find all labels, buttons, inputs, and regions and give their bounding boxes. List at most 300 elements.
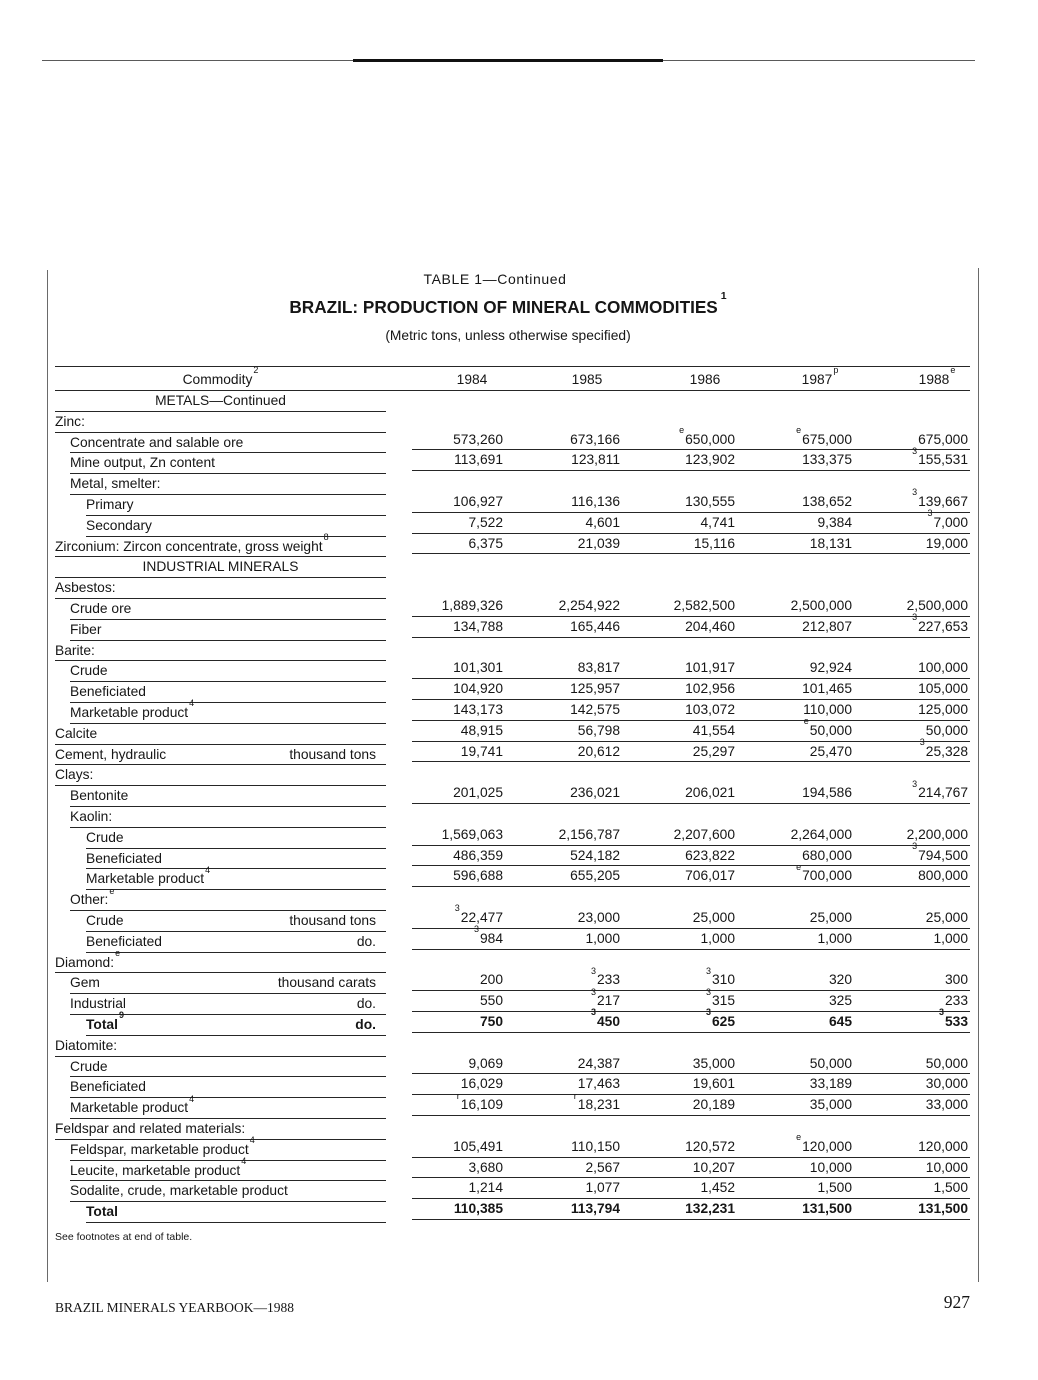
unit-label: do. bbox=[356, 933, 376, 949]
commodity-label: Diatomite: bbox=[55, 1037, 118, 1053]
value-number: 623,822 bbox=[685, 847, 735, 863]
commodity-cell bbox=[55, 948, 386, 974]
footnote-marker: e bbox=[796, 425, 802, 435]
value-number: 104,920 bbox=[453, 681, 503, 697]
value-number: 706,017 bbox=[685, 868, 735, 884]
value-number: 138,652 bbox=[802, 494, 852, 509]
value-number: 4,601 bbox=[585, 514, 620, 530]
value-number: 24,387 bbox=[577, 1055, 620, 1071]
value-cells bbox=[412, 1132, 970, 1158]
unit-label: thousand carats bbox=[277, 975, 376, 991]
value-number: 20,612 bbox=[577, 743, 620, 759]
footnote-marker: 3 bbox=[705, 986, 711, 997]
footnote-marker: 3 bbox=[938, 1007, 944, 1018]
value-number: 50,000 bbox=[809, 1055, 852, 1071]
value-1988 bbox=[868, 1137, 968, 1157]
footnote-marker: r bbox=[573, 1090, 577, 1101]
value-1988 bbox=[868, 737, 968, 762]
value-1985 bbox=[520, 679, 620, 699]
footnote-marker: 3 bbox=[927, 508, 933, 519]
table-title bbox=[208, 290, 808, 318]
value-number: 139,667 bbox=[918, 494, 968, 509]
commodity-label: Crude bbox=[70, 1058, 108, 1074]
value-1987 bbox=[752, 908, 852, 928]
value-1985 bbox=[520, 1178, 620, 1198]
value-number: 4,741 bbox=[700, 514, 735, 530]
value-cells bbox=[412, 596, 970, 617]
value-number: 204,460 bbox=[685, 618, 735, 634]
value-1986 bbox=[635, 965, 735, 990]
value-1984 bbox=[403, 783, 503, 803]
commodity-label: Primary bbox=[86, 497, 134, 512]
footnote-marker: p bbox=[833, 365, 839, 376]
commodity-cell bbox=[55, 765, 386, 786]
value-number: 155,531 bbox=[918, 452, 968, 468]
value-1987 bbox=[752, 1158, 852, 1178]
value-number: 110,150 bbox=[571, 1138, 620, 1154]
value-number: 194,586 bbox=[802, 785, 852, 801]
value-number: 123,811 bbox=[571, 452, 620, 468]
value-number: 10,207 bbox=[692, 1159, 735, 1175]
value-number: 25,470 bbox=[809, 743, 852, 759]
value-cells bbox=[412, 487, 970, 513]
value-1985 bbox=[520, 1158, 620, 1178]
value-1988 bbox=[868, 991, 968, 1011]
value-number: 486,359 bbox=[453, 847, 503, 863]
value-number: 120,000 bbox=[918, 1138, 968, 1154]
value-number: 1,500 bbox=[817, 1180, 852, 1196]
column-header-commodity bbox=[55, 365, 386, 391]
value-1984 bbox=[403, 825, 503, 845]
value-1985 bbox=[520, 965, 620, 990]
value-1985 bbox=[520, 700, 620, 720]
value-1987 bbox=[752, 991, 852, 1011]
value-number: 206,021 bbox=[685, 785, 735, 801]
value-number: 56,798 bbox=[577, 722, 620, 738]
value-1984 bbox=[403, 1199, 503, 1219]
column-header-1985 bbox=[547, 369, 627, 391]
section-title bbox=[55, 557, 386, 578]
table-row bbox=[55, 1090, 970, 1119]
value-1987 bbox=[752, 716, 852, 741]
value-1987 bbox=[752, 783, 852, 803]
left-margin-line bbox=[47, 270, 48, 1282]
footnote-marker: 3 bbox=[590, 986, 596, 997]
value-number: 131,500 bbox=[802, 1201, 852, 1217]
table-row bbox=[55, 861, 970, 890]
value-number: 1,000 bbox=[933, 930, 968, 946]
value-cells bbox=[412, 508, 970, 534]
commodity-cell bbox=[70, 682, 386, 703]
table-row bbox=[55, 532, 970, 558]
footnote-marker: e bbox=[803, 716, 809, 727]
value-number: 655,205 bbox=[570, 868, 620, 884]
table-row bbox=[55, 924, 970, 953]
footnote-marker: 4 bbox=[205, 864, 211, 875]
value-1985 bbox=[520, 534, 620, 554]
commodity-label: Marketable product bbox=[70, 705, 189, 720]
footnote-marker: 3 bbox=[473, 924, 479, 935]
value-number: 1,569,063 bbox=[441, 826, 503, 842]
table-row bbox=[55, 445, 970, 474]
value-1988 bbox=[868, 1007, 968, 1032]
value-cells bbox=[412, 1074, 970, 1095]
value-1988 bbox=[868, 700, 968, 720]
value-number: 110,385 bbox=[453, 1201, 503, 1217]
value-number: 310 bbox=[711, 972, 735, 988]
commodity-cell bbox=[70, 807, 386, 828]
value-1988 bbox=[868, 596, 968, 616]
footnote-marker: r bbox=[456, 1090, 460, 1101]
page-number: 927 bbox=[943, 1292, 970, 1312]
footnote-marker: 3 bbox=[919, 737, 925, 747]
value-cells bbox=[412, 825, 970, 846]
commodity-label: Mine output, Zn content bbox=[70, 455, 215, 471]
commodity-label: Gem bbox=[70, 975, 100, 991]
value-number: 1,000 bbox=[817, 930, 852, 946]
value-1986 bbox=[635, 492, 735, 512]
commodity-cell bbox=[55, 724, 386, 745]
column-header-1986 bbox=[665, 369, 745, 391]
commodity-label: Diamond: bbox=[55, 954, 115, 970]
value-number: 101,301 bbox=[453, 660, 503, 676]
value-number: 320 bbox=[828, 972, 852, 988]
table-row bbox=[55, 737, 970, 766]
commodity-label: Secondary bbox=[86, 517, 152, 533]
value-number: 1,077 bbox=[585, 1180, 620, 1196]
value-number: 524,182 bbox=[570, 847, 620, 863]
commodity-label: Industrial bbox=[70, 996, 126, 1012]
value-1986 bbox=[635, 1074, 735, 1094]
commodity-label: Beneficiated bbox=[86, 850, 162, 866]
value-1984 bbox=[403, 1090, 503, 1115]
footnote-marker: e bbox=[679, 425, 685, 435]
footnote-marker: 1 bbox=[720, 290, 727, 303]
value-1988 bbox=[868, 929, 968, 949]
value-1985 bbox=[520, 986, 620, 1011]
column-header-1984 bbox=[432, 369, 512, 391]
value-1984 bbox=[403, 1054, 503, 1074]
value-number: 214,767 bbox=[918, 785, 968, 801]
value-cells bbox=[412, 1199, 970, 1220]
commodity-label: Other: bbox=[70, 892, 109, 908]
value-number: 550 bbox=[479, 993, 503, 1009]
commodity-label: Asbestos: bbox=[55, 580, 116, 596]
value-1987 bbox=[752, 1054, 852, 1074]
value-1984 bbox=[403, 534, 503, 554]
commodity-cell bbox=[70, 1057, 386, 1078]
value-1986 bbox=[635, 450, 735, 470]
table-row bbox=[55, 612, 970, 641]
commodity-cell bbox=[70, 698, 386, 724]
footnote-marker: 3 bbox=[454, 903, 460, 914]
value-number: 35,000 bbox=[692, 1055, 735, 1071]
commodity-cell bbox=[86, 849, 386, 870]
value-1984 bbox=[403, 742, 503, 762]
value-1986 bbox=[635, 783, 735, 803]
value-number: 233 bbox=[944, 993, 968, 1009]
value-number: 201,025 bbox=[453, 785, 503, 801]
value-number: 102,956 bbox=[685, 681, 735, 697]
value-1987 bbox=[752, 1178, 852, 1198]
value-1984 bbox=[403, 970, 503, 990]
value-number: 2,567 bbox=[585, 1159, 620, 1175]
value-1987 bbox=[752, 617, 852, 637]
value-1987 bbox=[752, 929, 852, 949]
commodity-cell bbox=[70, 620, 386, 641]
value-1985 bbox=[520, 721, 620, 741]
value-number: 1,452 bbox=[700, 1180, 735, 1196]
value-1985 bbox=[520, 1054, 620, 1074]
value-1984 bbox=[403, 658, 503, 678]
commodity-label: Beneficiated bbox=[86, 933, 162, 949]
commodity-cell bbox=[70, 885, 386, 911]
value-1988 bbox=[868, 508, 968, 533]
value-number: 105,491 bbox=[453, 1138, 503, 1154]
value-1985 bbox=[520, 1007, 620, 1032]
value-number: 573,260 bbox=[453, 431, 503, 447]
table-label: TABLE 1—Continued bbox=[423, 271, 567, 287]
value-number: 233 bbox=[596, 972, 620, 988]
value-number: 22,477 bbox=[460, 910, 503, 925]
value-1985 bbox=[520, 866, 620, 886]
value-number: 133,375 bbox=[802, 452, 852, 468]
value-number: 110,000 bbox=[803, 702, 852, 717]
value-number: 21,039 bbox=[577, 535, 620, 551]
value-1987 bbox=[752, 679, 852, 699]
value-1984 bbox=[403, 846, 503, 866]
value-1985 bbox=[520, 1137, 620, 1157]
value-1986 bbox=[635, 908, 735, 928]
value-number: 101,465 bbox=[802, 681, 852, 697]
value-1986 bbox=[635, 1137, 735, 1157]
footnote-marker: 2 bbox=[253, 365, 259, 376]
value-number: 30,000 bbox=[925, 1076, 968, 1092]
commodity-label: Beneficiated bbox=[70, 684, 146, 700]
value-1987 bbox=[752, 1074, 852, 1094]
value-number: 134,788 bbox=[453, 618, 503, 634]
value-1987 bbox=[752, 513, 852, 533]
commodity-cell bbox=[70, 1135, 386, 1161]
value-1988 bbox=[868, 908, 968, 928]
value-number: 143,173 bbox=[453, 702, 503, 717]
commodity-label: Zirconium: Zircon concentrate, gross weight bbox=[55, 538, 323, 554]
value-1986 bbox=[635, 866, 735, 886]
footnote-marker: 4 bbox=[241, 1156, 247, 1166]
value-cells bbox=[412, 1007, 970, 1033]
commodity-label: Crude ore bbox=[70, 601, 132, 616]
value-1988 bbox=[868, 970, 968, 990]
value-number: 50,000 bbox=[925, 722, 968, 738]
commodity-cell bbox=[70, 453, 386, 474]
column-header-text: 1985 bbox=[571, 372, 603, 387]
value-number: 50,000 bbox=[809, 722, 852, 738]
value-1986 bbox=[635, 846, 735, 866]
commodity-label: Fiber bbox=[70, 621, 102, 637]
value-number: 450 bbox=[596, 1014, 620, 1029]
value-number: 113,794 bbox=[570, 1201, 620, 1217]
value-1986 bbox=[635, 534, 735, 554]
value-number: 105,000 bbox=[918, 681, 968, 697]
value-cells bbox=[412, 1158, 970, 1179]
value-1988 bbox=[868, 1054, 968, 1074]
value-number: 10,000 bbox=[925, 1159, 968, 1175]
value-number: 9,384 bbox=[817, 514, 852, 530]
value-1987 bbox=[752, 492, 852, 512]
value-cells bbox=[412, 924, 970, 950]
value-1988 bbox=[868, 825, 968, 845]
value-1985 bbox=[520, 617, 620, 637]
value-number: 673,166 bbox=[570, 431, 620, 447]
value-cells bbox=[412, 1090, 970, 1116]
value-number: 533 bbox=[944, 1014, 968, 1029]
value-1987 bbox=[752, 825, 852, 845]
value-1988 bbox=[868, 679, 968, 699]
value-number: 19,741 bbox=[460, 743, 503, 759]
commodity-label: Metal, smelter: bbox=[70, 476, 161, 492]
value-1986 bbox=[635, 742, 735, 762]
value-1984 bbox=[403, 450, 503, 470]
value-number: 48,915 bbox=[460, 722, 503, 738]
value-1984 bbox=[403, 1158, 503, 1178]
commodity-cell bbox=[70, 1156, 386, 1182]
value-1988 bbox=[868, 487, 968, 512]
value-cells bbox=[412, 965, 970, 991]
footer-publication: BRAZIL MINERALS YEARBOOK—1988 bbox=[55, 1300, 294, 1315]
commodity-label: METALS—Continued bbox=[155, 393, 286, 408]
footnote-marker: e bbox=[950, 365, 956, 376]
value-number: 1,000 bbox=[585, 930, 620, 946]
commodity-label: Marketable product bbox=[86, 871, 205, 887]
commodity-label: Concentrate and salable ore bbox=[70, 434, 244, 450]
table-row bbox=[55, 778, 970, 807]
footnote-marker: 3 bbox=[590, 1007, 596, 1018]
commodity-cell bbox=[86, 516, 386, 537]
commodity-cell bbox=[70, 599, 386, 620]
value-cells bbox=[412, 716, 970, 742]
value-number: 19,000 bbox=[925, 535, 968, 551]
value-number: 300 bbox=[944, 972, 968, 988]
value-cells bbox=[412, 861, 970, 887]
value-1985 bbox=[520, 596, 620, 616]
value-1986 bbox=[635, 617, 735, 637]
value-cells bbox=[412, 425, 970, 451]
value-number: 18,131 bbox=[809, 535, 852, 551]
value-1985 bbox=[520, 1074, 620, 1094]
value-number: 750 bbox=[479, 1014, 503, 1029]
commodity-label: Bentonite bbox=[70, 788, 129, 804]
commodity-label: Cement, hydraulic bbox=[55, 746, 167, 762]
footnote-marker: 4 bbox=[189, 1093, 195, 1104]
column-header-1988 bbox=[897, 365, 977, 391]
value-number: 675,000 bbox=[918, 431, 968, 447]
value-number: 125,957 bbox=[570, 681, 620, 697]
value-1984 bbox=[403, 1012, 503, 1032]
value-cells bbox=[412, 986, 970, 1012]
value-number: 35,000 bbox=[809, 1097, 852, 1113]
value-1984 bbox=[403, 903, 503, 928]
value-1984 bbox=[403, 492, 503, 512]
value-1988 bbox=[868, 1074, 968, 1094]
footnote-marker: 3 bbox=[912, 841, 918, 851]
value-cells bbox=[412, 679, 970, 700]
value-1987 bbox=[752, 1132, 852, 1157]
value-1986 bbox=[635, 721, 735, 741]
value-number: 1,000 bbox=[700, 930, 735, 946]
value-cells bbox=[412, 445, 970, 471]
value-number: 25,000 bbox=[925, 910, 968, 925]
commodity-cell bbox=[70, 1181, 386, 1202]
commodity-label: Feldspar and related materials: bbox=[55, 1121, 246, 1136]
value-number: 984 bbox=[479, 930, 503, 946]
value-number: 16,029 bbox=[460, 1076, 503, 1092]
value-number: 20,189 bbox=[692, 1097, 735, 1113]
value-number: 25,297 bbox=[692, 743, 735, 759]
value-cells bbox=[412, 778, 970, 804]
commodity-cell bbox=[70, 661, 386, 682]
value-number: 16,109 bbox=[460, 1097, 503, 1113]
value-1986 bbox=[635, 1158, 735, 1178]
commodity-cell bbox=[86, 864, 386, 890]
value-1987 bbox=[752, 450, 852, 470]
footnote-marker: 3 bbox=[590, 965, 596, 976]
value-number: 2,500,000 bbox=[906, 598, 968, 613]
section-title bbox=[55, 391, 386, 412]
table-subtitle: (Metric tons, unless otherwise specified) bbox=[385, 328, 631, 343]
value-number: 212,807 bbox=[802, 618, 852, 634]
commodity-cell bbox=[70, 786, 386, 807]
value-cells bbox=[412, 841, 970, 867]
value-number: 645 bbox=[828, 1014, 852, 1029]
commodity-cell bbox=[55, 412, 386, 433]
value-1985 bbox=[520, 825, 620, 845]
value-number: 33,000 bbox=[925, 1097, 968, 1113]
commodity-label: Leucite, marketable product bbox=[70, 1162, 241, 1178]
value-number: 131,500 bbox=[918, 1201, 968, 1217]
commodity-cell bbox=[70, 433, 386, 454]
value-1987 bbox=[752, 1095, 852, 1115]
commodity-label: Total bbox=[86, 1204, 118, 1220]
value-1985 bbox=[520, 430, 620, 450]
value-number: 1,500 bbox=[933, 1180, 968, 1196]
commodity-cell bbox=[55, 532, 386, 558]
commodity-label: Sodalite, crude, marketable product bbox=[70, 1183, 288, 1199]
commodity-label: Crude bbox=[86, 829, 124, 845]
value-number: 3,680 bbox=[468, 1159, 503, 1175]
value-number: 227,653 bbox=[918, 618, 968, 634]
value-1986 bbox=[635, 1095, 735, 1115]
value-number: 103,072 bbox=[685, 702, 735, 717]
value-number: 6,375 bbox=[468, 535, 503, 551]
unit-label: thousand tons bbox=[289, 746, 376, 762]
value-1986 bbox=[635, 986, 735, 1011]
value-1984 bbox=[403, 700, 503, 720]
value-cells bbox=[412, 903, 970, 929]
value-number: 217 bbox=[596, 993, 620, 1009]
value-1984 bbox=[403, 1137, 503, 1157]
value-number: 120,572 bbox=[685, 1138, 735, 1154]
commodity-cell bbox=[86, 495, 386, 516]
value-cells bbox=[412, 658, 970, 679]
commodity-label: Marketable product bbox=[70, 1100, 189, 1116]
value-1987 bbox=[752, 534, 852, 554]
value-number: 92,924 bbox=[809, 660, 852, 676]
commodity-cell bbox=[86, 828, 386, 849]
value-number: 2,156,787 bbox=[558, 826, 620, 842]
value-number: 165,446 bbox=[570, 618, 620, 634]
column-header-1987 bbox=[780, 365, 860, 391]
unit-label: do. bbox=[355, 1017, 376, 1032]
